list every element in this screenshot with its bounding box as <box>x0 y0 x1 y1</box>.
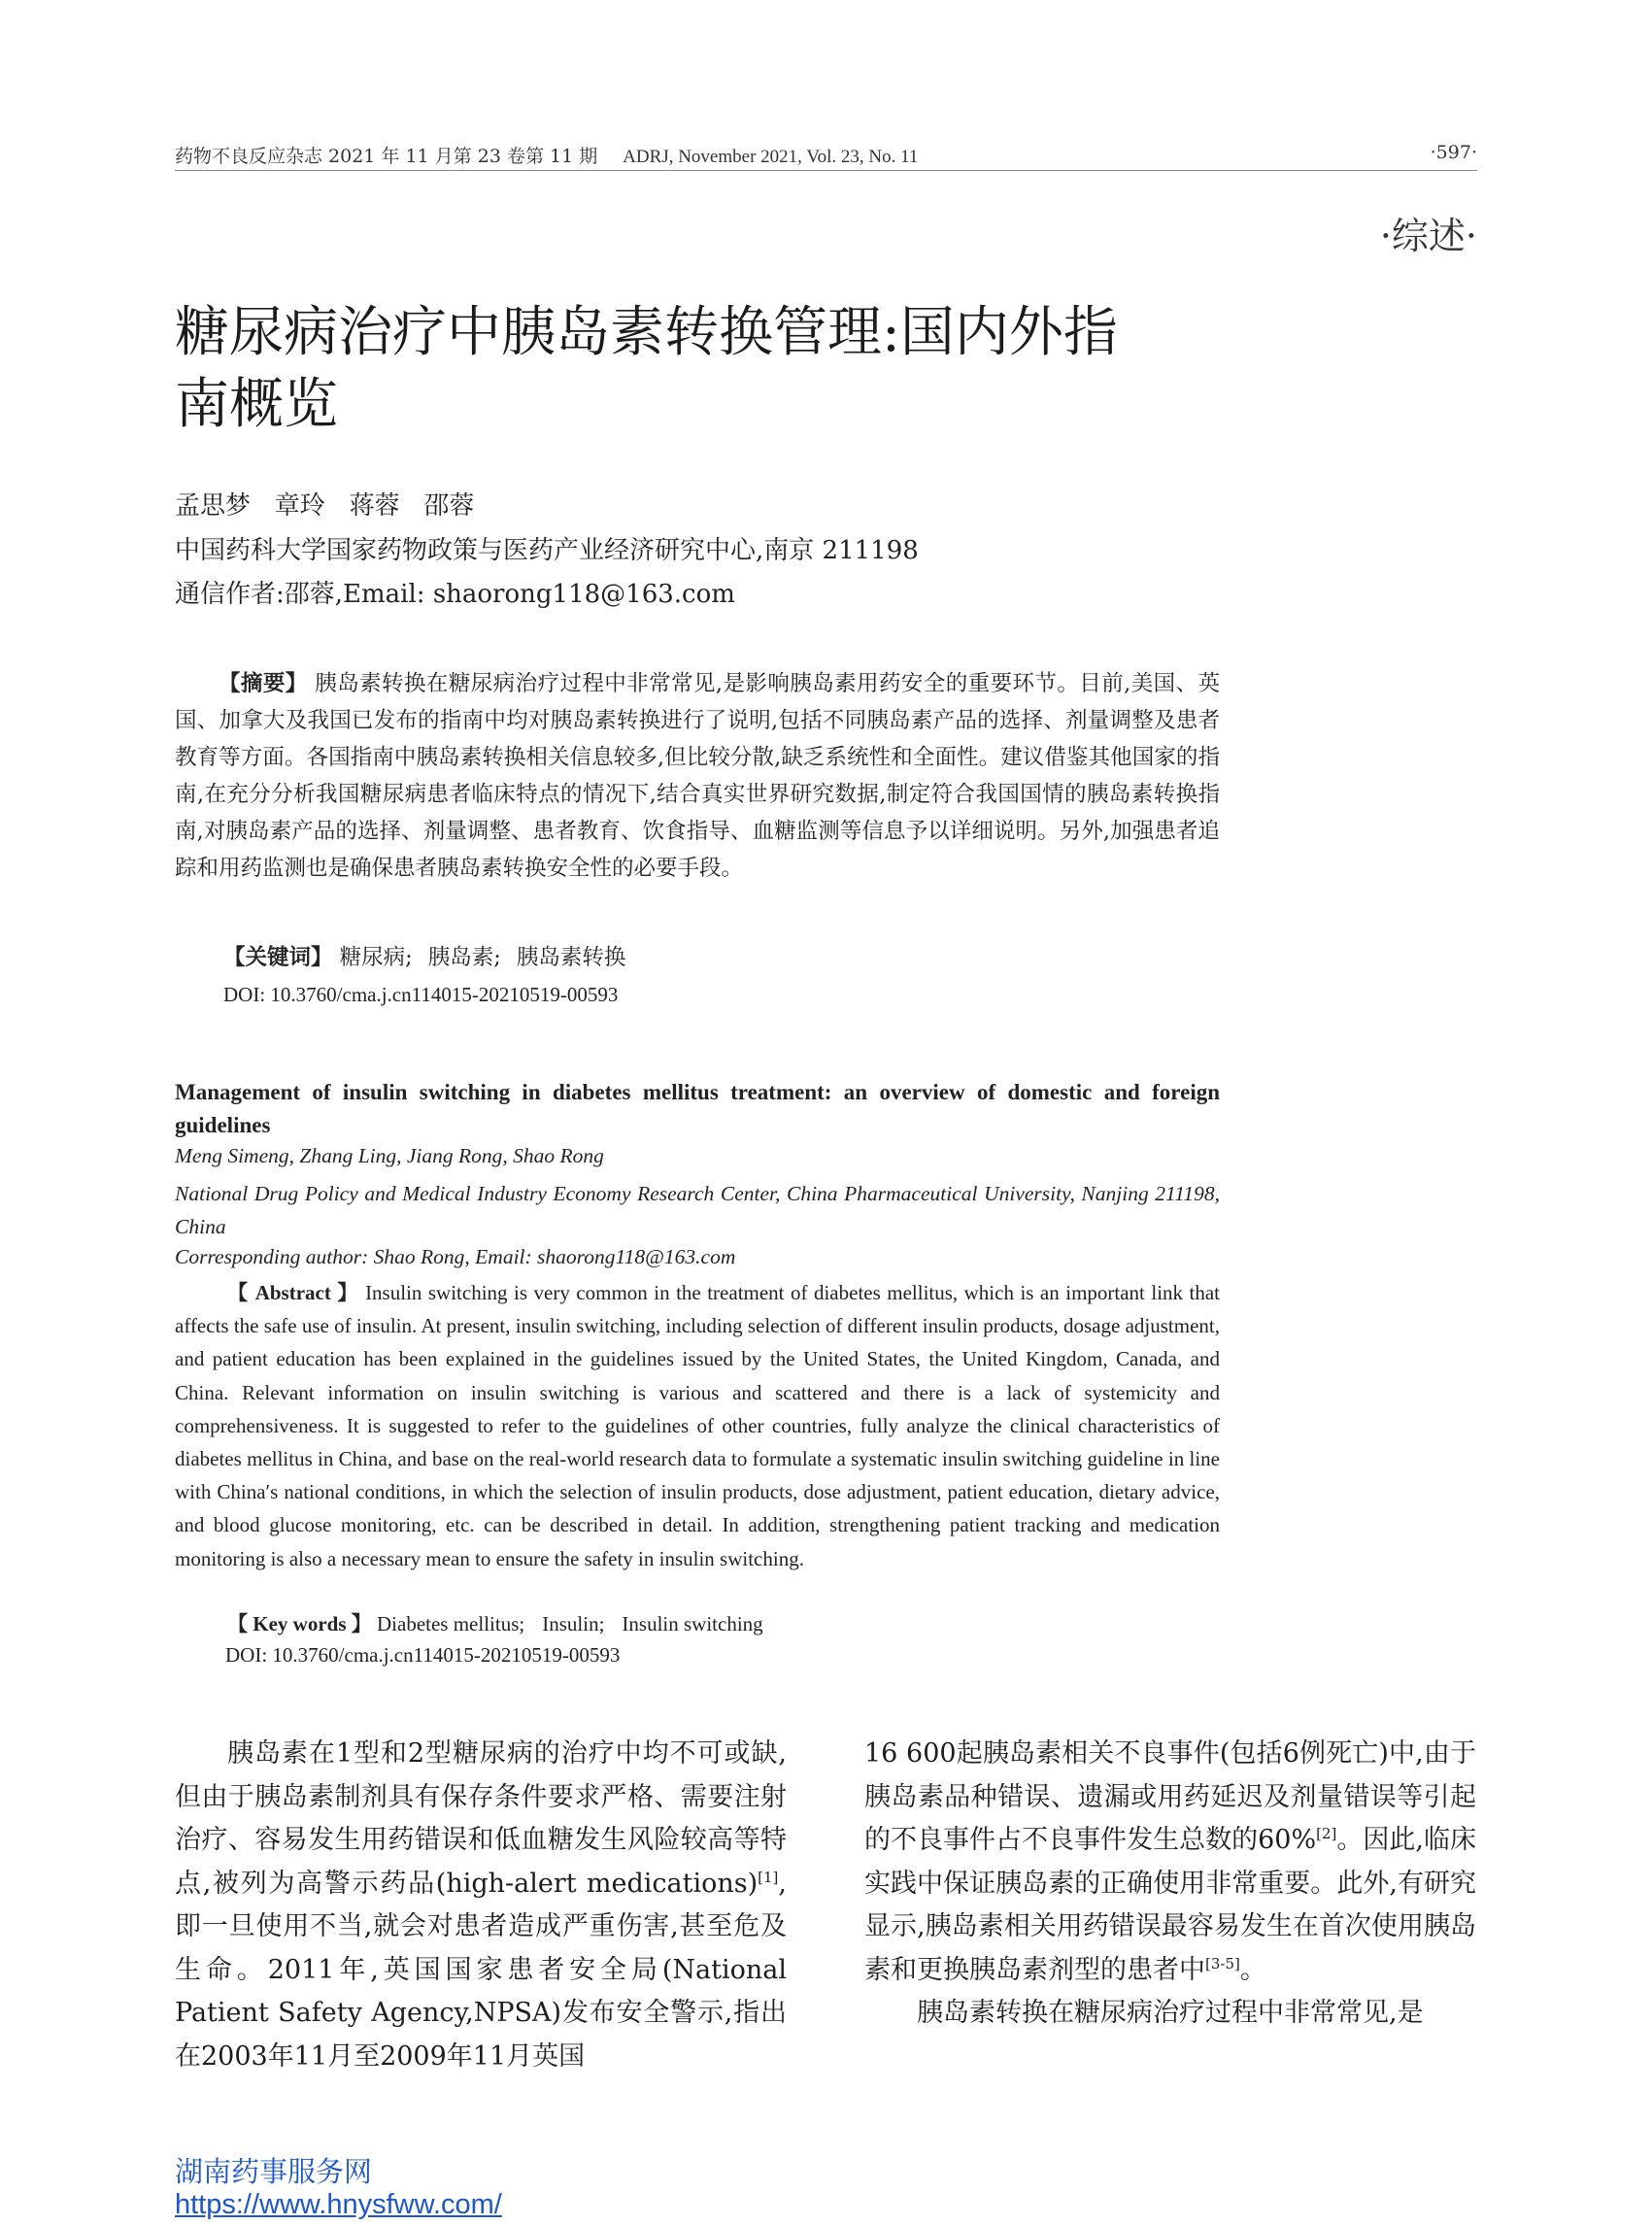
keyword-cn: 糖尿病; <box>339 945 413 970</box>
journal-name-en: ADRJ, November 2021, Vol. 23, No. 11 <box>623 147 919 167</box>
body-text: 。 <box>1239 1954 1266 1985</box>
affiliation-en: National Drug Policy and Medical Industry Economy Research Center, China Pharmaceutical University, Nanjing 211198, China <box>175 1182 1220 1238</box>
body-text: 。因此,临床实践中保证胰岛素的正确使用非常重要。此外,有研究显示,胰岛素相关用药错误最容易发生在首次使用胰岛素和更换胰岛素剂型的患者中 <box>864 1825 1476 1985</box>
keyword-en: Diabetes mellitus; <box>377 1612 525 1635</box>
page-number: ·597· <box>1430 142 1477 163</box>
abstract-en <box>175 1276 1220 1575</box>
journal-name-cn: 药物不良反应杂志 2021 年 11 月第 23 卷第 11 期 <box>175 146 598 167</box>
reference-citation[interactable]: [1] <box>758 1868 779 1886</box>
keywords-cn-label: 【关键词】 <box>223 945 333 970</box>
doi-en[interactable]: DOI: 10.3760/cma.j.cn114015-20210519-00593 <box>225 1643 621 1667</box>
section-label: ·综述· <box>1379 215 1477 257</box>
running-head <box>175 142 918 168</box>
keywords-en <box>227 1608 763 1637</box>
reference-citation[interactable]: [2] <box>1316 1825 1337 1842</box>
footer-link[interactable]: https://www.hnysfww.com/ <box>175 2189 502 2220</box>
keyword-en: Insulin; <box>542 1612 605 1635</box>
abstract-cn-text: 胰岛素转换在糖尿病治疗过程中非常常见,是影响胰岛素用药安全的重要环节。目前,美国、英国、加拿大及我国已发布的指南中均对胰岛素转换进行了说明,包括不同胰岛素产品的选择、剂量调整及患者教育等方面。各国指南中胰岛素转换相关信息较多,但比较分散,缺乏系统性和全面性。建议借鉴其他国家的指南,在充分分析我国糖尿病患者临床特点的情况下,结合真实世界研究数据,制定符合我国国情的胰岛素转换指南,对胰岛素产品的选择、剂量调整、患者教育、饮食指导、血糖监测等信息予以详细说明。另外,加强患者追踪和用药监测也是确保患者胰岛素转换安全性的必要手段。 <box>175 671 1220 881</box>
body-paragraph <box>864 1733 1476 1992</box>
footer-brand: 湖南药事服务网 <box>175 2155 373 2188</box>
body-column-left <box>175 1733 787 2078</box>
body-text: 16 600起胰岛素相关不良事件(包括6例死亡)中,由于胰岛素品种错误、遗漏或用药延迟及剂量错误等引起的不良事件占不良事件发生总数的60% <box>864 1738 1476 1855</box>
keyword-en: Insulin switching <box>622 1612 763 1635</box>
abstract-en-text: Insulin switching is very common in the treatment of diabetes mellitus, which is an important link that affects the safe use of insulin. At present, insulin switching, including selection of different insulin products, dosage adjustment, and patient education has been explained in the guidelines issued by the United States, the United Kingdom, Canada, and China. Relevant information on insulin switching is various and scattered and there is a lack of systemicity and comprehensiveness. It is suggested to refer to the guidelines of other countries, fully analyze the clinical characteristics of diabetes mellitus in China, and base on the real-world research data to formulate a systematic insulin switching guideline in line with China′s national conditions, in which the selection of insulin products, dose adjustment, patient education, dietary advice, and blood glucose monitoring, etc. can be described in detail. In addition, strengthening patient tracking and medication monitoring is also a necessary mean to ensure the safety in insulin switching. <box>175 1281 1221 1570</box>
body-paragraph: 胰岛素转换在糖尿病治疗过程中非常常见,是 <box>917 1998 1424 2028</box>
keyword-cn: 胰岛素; <box>427 945 501 970</box>
doi-cn[interactable]: DOI: 10.3760/cma.j.cn114015-20210519-00593 <box>223 983 619 1006</box>
affiliation-cn: 中国药科大学国家药物政策与医药产业经济研究中心,南京 211198 <box>175 536 919 565</box>
body-column-right <box>864 1733 1476 2036</box>
authors-cn: 孟思梦 章玲 蒋蓉 邵蓉 <box>175 491 475 521</box>
abstract-en-label: 【 Abstract 】 <box>227 1281 359 1304</box>
keywords-en-label: 【 Key words 】 <box>227 1612 372 1635</box>
body-text: 胰岛素在1型和2型糖尿病的治疗中均不可或缺,但由于胰岛素制剂具有保存条件要求严格、需要注射治疗、容易发生用药错误和低血糖发生风险较高等特点,被列为高警示药品(high-alert medications) <box>175 1738 787 1899</box>
authors-en: Meng Simeng, Zhang Ling, Jiang Rong, Shao Rong <box>175 1144 604 1167</box>
article-title-cn: 糖尿病治疗中胰岛素转换管理:国内外指南概览 <box>175 301 1118 436</box>
abstract-cn-label: 【摘要】 <box>219 671 308 696</box>
body-text: ,即一旦使用不当,就会对患者造成严重伤害,甚至危及生命。2011年,英国国家患者安全局(National Patient Safety Agency,NPSA)发布安全警示,指出在2003年11月至2009年11月英国 <box>175 1868 787 2072</box>
keywords-cn <box>223 940 625 971</box>
article-title-en: Management of insulin switching in diabetes mellitus treatment: an overview of domestic and foreign guidelines <box>175 1080 1220 1137</box>
abstract-cn <box>175 665 1220 887</box>
corresponding-author-en: Corresponding author: Shao Rong, Email: shaorong118@163.com <box>175 1245 736 1268</box>
corresponding-author-cn: 通信作者:邵蓉,Email: shaorong118@163.com <box>175 580 735 609</box>
header-rule <box>175 170 1477 171</box>
keyword-cn: 胰岛素转换 <box>516 945 626 970</box>
reference-citation[interactable]: [3-5] <box>1205 1954 1240 1972</box>
